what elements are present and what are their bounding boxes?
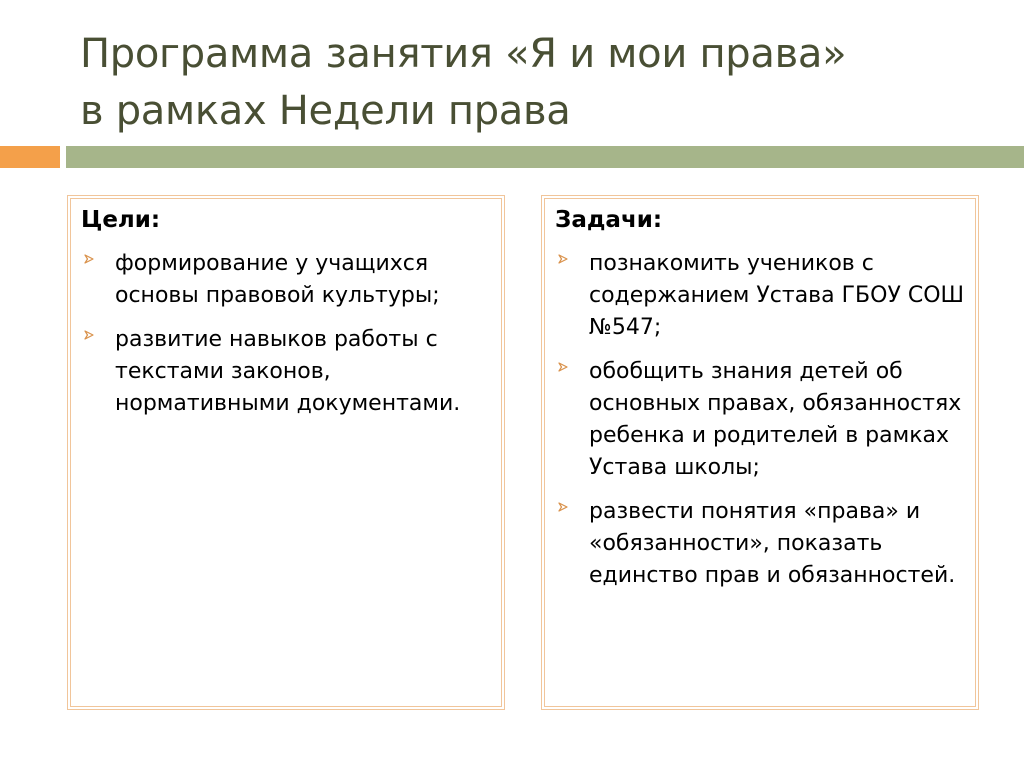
tasks-heading: Задачи: xyxy=(555,207,663,233)
slide-title-line-2: в рамках Недели права xyxy=(80,88,571,134)
list-item xyxy=(542,248,978,344)
chevron-arrow-icon xyxy=(84,254,94,264)
tasks-list xyxy=(542,248,978,604)
goals-list xyxy=(68,248,504,432)
list-item xyxy=(68,324,504,420)
list-item xyxy=(68,248,504,312)
task-text: развести понятия «права» и «обязанности», показать единство прав и обязанностей. xyxy=(589,499,956,588)
chevron-arrow-icon xyxy=(558,502,568,512)
goals-heading: Цели: xyxy=(81,207,161,233)
slide-title xyxy=(80,26,980,140)
accent-bar-orange xyxy=(0,146,60,168)
task-text: познакомить учеников с содержанием Устава ГБОУ СОШ №547; xyxy=(589,251,965,340)
slide-title-line-1: Программа занятия «Я и мои права» xyxy=(80,31,847,77)
list-item xyxy=(542,356,978,484)
goal-text: развитие навыков работы с текстами законов, нормативными документами. xyxy=(115,327,461,416)
chevron-arrow-icon xyxy=(558,362,568,372)
chevron-arrow-icon xyxy=(558,254,568,264)
goal-text: формирование у учащихся основы правовой культуры; xyxy=(115,251,440,308)
goals-panel xyxy=(67,195,505,710)
chevron-arrow-icon xyxy=(84,330,94,340)
list-item xyxy=(542,496,978,592)
accent-bar-green xyxy=(66,146,1024,168)
tasks-panel xyxy=(541,195,979,710)
task-text: обобщить знания детей об основных правах, обязанностях ребенка и родителей в рамках Устава школы; xyxy=(589,359,962,480)
